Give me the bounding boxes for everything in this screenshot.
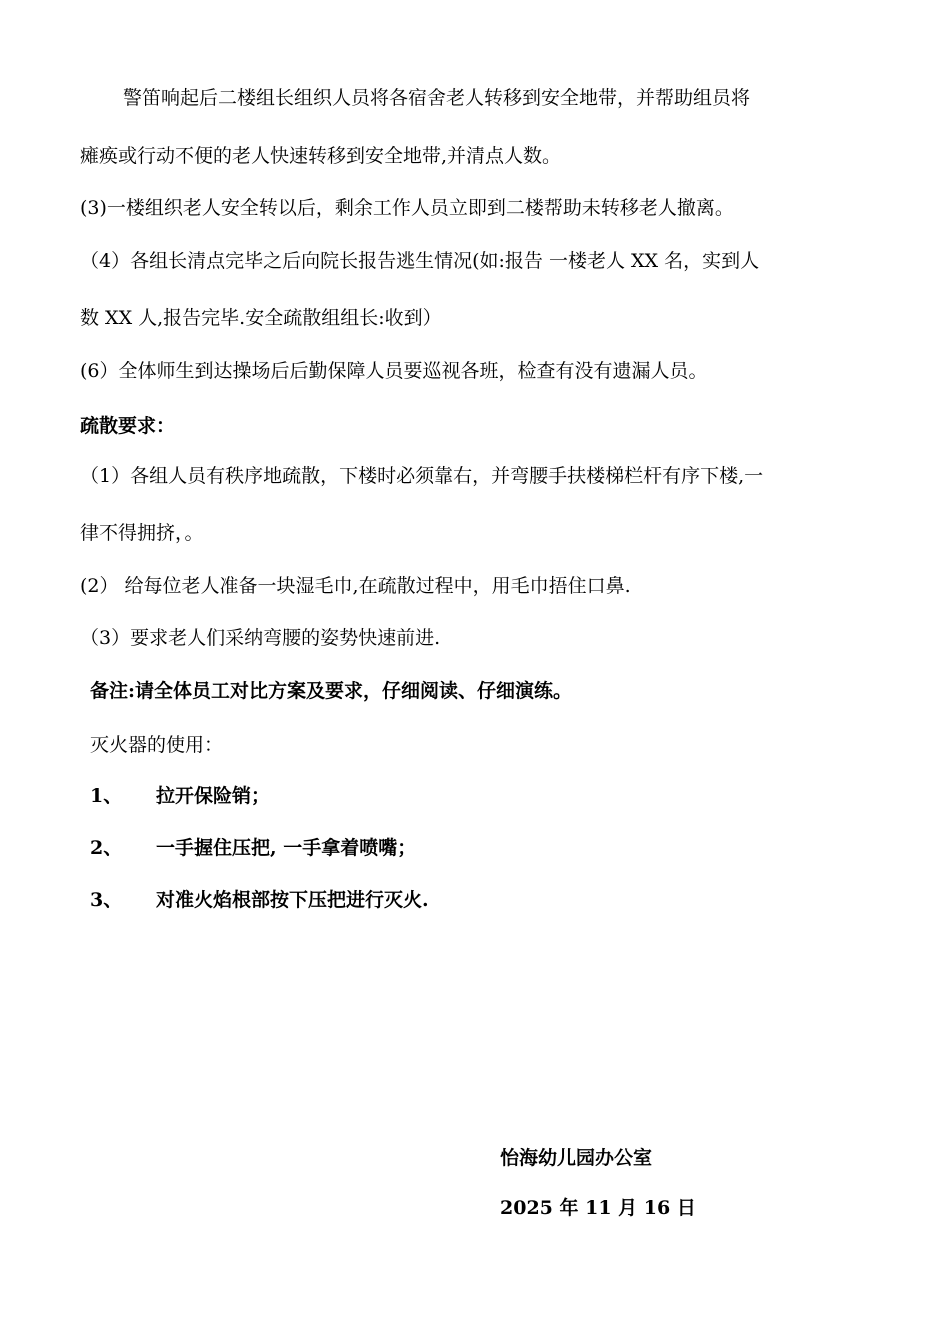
requirement-line: 律不得拥挤，。 bbox=[80, 522, 204, 544]
step-number: 1、 bbox=[90, 785, 123, 807]
requirement-line: （1）各组人员有秩序地疏散，下楼时必须靠右，并弯腰手扶楼梯栏杆有序下楼,一 bbox=[80, 465, 764, 487]
requirement-line: (2） 给每位老人准备一块湿毛巾,在疏散过程中，用毛巾捂住口鼻. bbox=[80, 575, 631, 597]
step-text: 对准火焰根部按下压把进行灭火. bbox=[156, 889, 429, 911]
paragraph-line: 警笛响起后二楼组长组织人员将各宿舍老人转移到安全地带，并帮助组员将 bbox=[123, 87, 751, 109]
step-text: 拉开保险销； bbox=[156, 785, 271, 807]
paragraph-line: 瘫痪或行动不便的老人快速转移到安全地带,并清点人数。 bbox=[80, 145, 562, 167]
paragraph-line: (6）全体师生到达操场后后勤保障人员要巡视各班，检查有没有遗漏人员。 bbox=[80, 360, 708, 382]
signature-org: 怡海幼儿园办公室 bbox=[500, 1147, 653, 1169]
extinguisher-step bbox=[90, 888, 429, 912]
section-heading: 疏散要求： bbox=[80, 415, 176, 437]
step-number: 2、 bbox=[90, 837, 123, 859]
note-text: 备注:请全体员工对比方案及要求，仔细阅读、仔细演练。 bbox=[90, 680, 573, 702]
requirement-line: （3）要求老人们采纳弯腰的姿势快速前进. bbox=[80, 627, 441, 649]
paragraph-line: 数 XX 人,报告完毕.安全疏散组组长:收到） bbox=[80, 307, 442, 329]
section-heading: 灭火器的使用： bbox=[90, 734, 224, 756]
signature-date: 2025 年 11 月 16 日 bbox=[500, 1197, 696, 1219]
extinguisher-step bbox=[90, 836, 416, 860]
paragraph-line: （4）各组长清点完毕之后向院长报告逃生情况(如:报告 一楼老人 XX 名，实到人 bbox=[80, 250, 760, 272]
step-text: 一手握住压把, 一手拿着喷嘴； bbox=[156, 837, 417, 859]
extinguisher-step bbox=[90, 784, 270, 808]
step-number: 3、 bbox=[90, 889, 123, 911]
paragraph-line: (3)一楼组织老人安全转以后，剩余工作人员立即到二楼帮助未转移老人撤离。 bbox=[80, 197, 734, 219]
